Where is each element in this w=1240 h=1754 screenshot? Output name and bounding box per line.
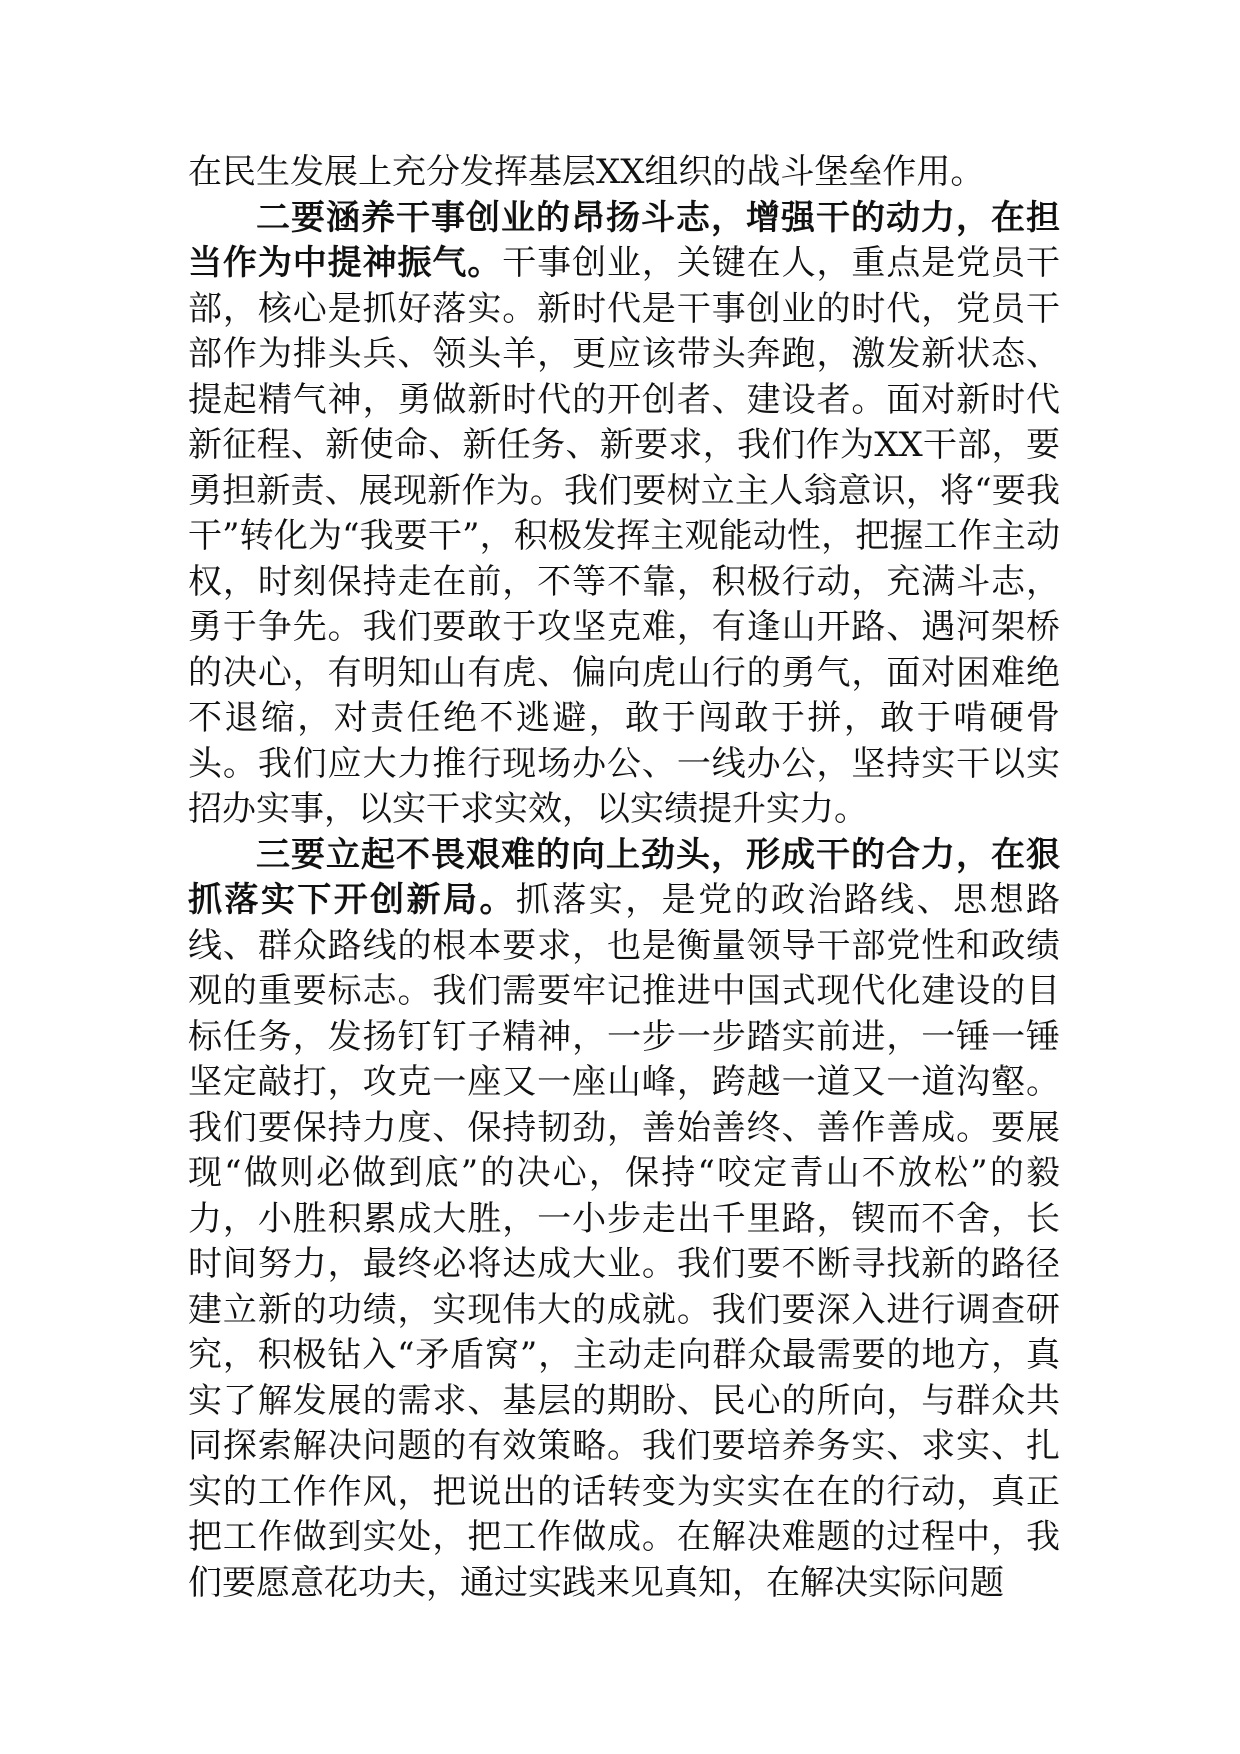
paragraph-text: 在民生发展上充分发挥基层XX组织的战斗堡垒作用。 [188, 152, 985, 192]
paragraph-lead-heading: 二要涵养干事创业的昂扬斗志，增强干的动力，在担当作为中提神振气。 [188, 197, 1060, 283]
paragraph-lead-heading: 三要立起不畏艰难的向上劲头，形成干的合力，在狠抓落实下开创新局。 [188, 834, 1060, 920]
paragraph-text: 抓落实，是党的政治路线、思想路线、群众路线的根本要求，也是衡量领导干部党性和政绩观的重要标志。我们需要牢记推进中国式现代化建设的目标任务，发扬钉钉子精神，一步一步踏实前进，一锤一锤坚定敲打，攻克一座又一座山峰，跨越一道又一道沟壑。我们要保持力度、保持韧劲，善始善终、善作善成。要展现“做则必做到底”的决心，保持“咬定青山不放松”的毅力，小胜积累成大胜，一小步走出千里路，锲而不舍，长时间努力，最终必将达成大业。我们要不断寻找新的路径建立新的功绩，实现伟大的成就。我们要深入进行调查研究，积极钻入“矛盾窝”，主动走向群众最需要的地方，真实了解发展的需求、基层的期盼、民心的所向，与群众共同探索解决问题的有效策略。我们要培养务实、求实、扎实的工作作风，把说出的话转变为实实在在的行动，真正把工作做到实处，把工作做成。在解决难题的过程中，我们要愿意花功夫，通过实践来见真知，在解决实际问题 [188, 880, 1061, 1603]
paragraph-text: 干事创业，关键在人，重点是党员干部，核心是抓好落实。新时代是干事创业的时代，党员干部作为排头兵、领头羊，更应该带头奔跑，激发新状态、提起精气神，勇做新时代的开创者、建设者。面对新时代新征程、新使命、新任务、新要求，我们作为XX干部，要勇担新责、展现新作为。我们要树立主人翁意识，将“要我干”转化为“我要干”，积极发挥主观能动性，把握工作主动权，时刻保持走在前，不等不靠，积极行动，充满斗志，勇于争先。我们要敢于攻坚克难，有逢山开路、遇河架桥的决心，有明知山有虎、偏向虎山行的勇气，面对困难绝不退缩，对责任绝不逃避，敢于闯敢于拼，敢于啃硬骨头。我们应大力推行现场办公、一线办公，坚持实干以实招办实事，以实干求实效，以实绩提升实力。 [188, 243, 1060, 829]
paragraph-continuation [188, 150, 1060, 196]
paragraph-point-two [188, 196, 1060, 833]
paragraph-point-three [188, 833, 1060, 1607]
document-body [188, 150, 1060, 1606]
